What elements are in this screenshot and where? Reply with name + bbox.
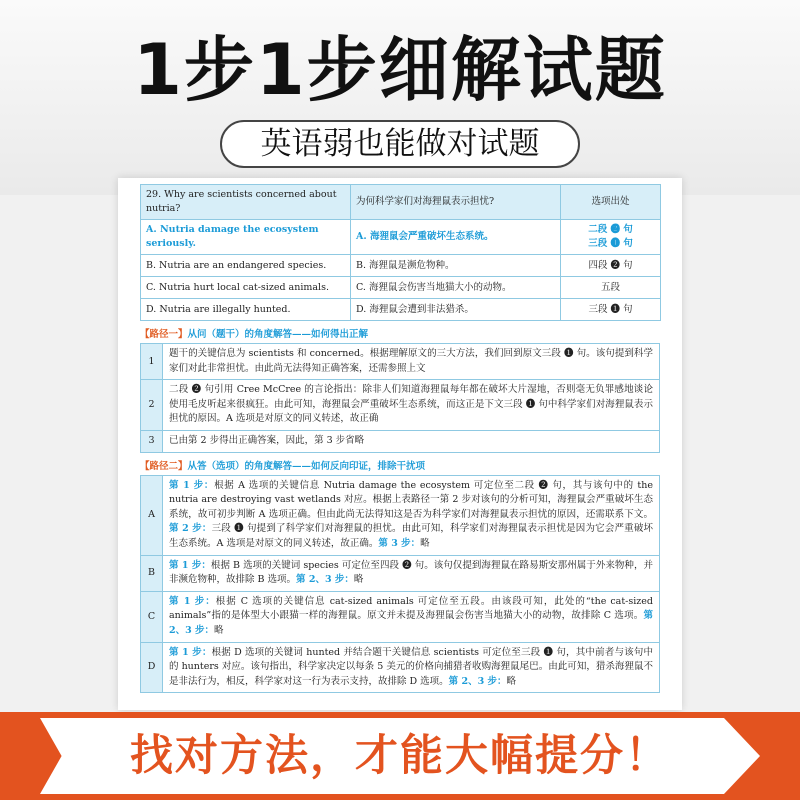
option-analysis	[163, 591, 660, 642]
option-label: C	[141, 591, 163, 642]
document-page	[118, 178, 682, 710]
option-analysis-row	[141, 642, 660, 693]
option-analysis	[163, 555, 660, 591]
option-source: 三段 ❶ 句	[561, 299, 661, 321]
option-source: 四段 ❷ 句	[561, 255, 661, 277]
step-marker: 第 1 步：	[169, 559, 211, 571]
step-marker: 第 3 步：	[378, 537, 421, 549]
step-marker: 第 2、3 步：	[169, 610, 653, 636]
route1-title	[140, 326, 660, 340]
option-source: 五段	[561, 277, 661, 299]
step-marker: 第 2 步：	[169, 523, 212, 535]
analysis-text: 根据 D 选项的关键词 hunted 并结合题干关键信息 scientists 可定位至三段 ❶ 句，其中前者与该句中的 hunters 对应。该句指出，科学家决定以每条 5 美元的价格向捕猎者收购海狸鼠尾巴。由此可知，猎杀海狸鼠不是非法行为，相反，科学家对这一行为表示支持，故排除 D 选项。	[169, 646, 653, 687]
option-source-line: 二段 ❷ 句	[588, 224, 633, 235]
analysis-text: 三段 ❶ 句提到了科学家们对海狸鼠的担忧。由此可知，科学家们对海狸鼠表示担忧是因为它会严重破坏生态系统。A 选项是对原文的同义转述，故正确。	[169, 523, 653, 549]
option-zh: A. 海狸鼠会严重破坏生态系统。	[351, 220, 561, 255]
analysis-text: 略	[214, 624, 224, 636]
analysis-text: 略	[506, 675, 517, 687]
option-analysis	[163, 642, 660, 693]
question-zh: 为何科学家们对海狸鼠表示担忧?	[351, 185, 561, 220]
option-label: B	[141, 555, 163, 591]
option-zh: B. 海狸鼠是濒危物种。	[351, 255, 561, 277]
route1-table	[140, 343, 660, 453]
analysis-text: 根据 B 选项的关键词 species 可定位至四段 ❷ 句。该句仅提到海狸鼠在路易斯安那州属于外来物种，并非濒危物种，故排除 B 选项。	[169, 559, 653, 586]
option-source-line: 三段 ❶ 句	[588, 238, 633, 249]
option-en: C. Nutria hurt local cat-sized animals.	[141, 277, 351, 299]
question-table	[140, 184, 661, 321]
banner-text: 找对方法，才能大幅提分！	[130, 731, 670, 781]
headline: 1步1步细解试题	[133, 29, 667, 111]
step-marker: 第 1 步：	[169, 479, 215, 491]
route2-title-text: 从答（选项）的角度解答——如何反向印证，排除干扰项	[187, 460, 426, 472]
option-en: D. Nutria are illegally hunted.	[141, 299, 351, 321]
analysis-text: 略	[420, 537, 430, 549]
option-row	[141, 277, 661, 299]
source-header: 选项出处	[561, 185, 661, 220]
option-analysis-row	[141, 555, 660, 591]
analysis-text: 略	[353, 574, 364, 586]
option-zh: D. 海狸鼠会遭到非法猎杀。	[351, 299, 561, 321]
option-analysis-row	[141, 475, 660, 555]
option-label: A	[141, 475, 163, 555]
option-zh: C. 海狸鼠会伤害当地猫大小的动物。	[351, 277, 561, 299]
option-analysis-row	[141, 591, 660, 642]
document-content	[140, 184, 660, 693]
step-row	[141, 380, 660, 431]
route1-bracket: 【路径一】	[140, 329, 188, 340]
step-label: 1	[141, 344, 163, 380]
option-label: D	[141, 642, 163, 693]
step-text: 题干的关键信息为 scientists 和 concerned。根据理解原文的三大方法，我们回到原文三段 ❶ 句。该句提到科学家们对此非常担忧。由此尚无法得知正确答案，还需参照上文	[163, 344, 660, 380]
option-row	[141, 220, 661, 255]
step-text: 二段 ❷ 句引用 Cree McCree 的言论指出：除非人们知道海狸鼠每年都在破坏大片湿地，否则毫无负罪感地谈论使用毛皮听起来很疯狂。由此可知，海狸鼠会严重破坏生态系统，而这正是下文三段 ❶ 句中科学家们对海狸鼠表示担忧的原因。A 选项是对原文的同义转述，故正确	[163, 380, 660, 431]
subheadline-pill: 英语弱也能做对试题	[220, 120, 580, 168]
step-marker: 第 2、3 步：	[448, 675, 507, 687]
option-row	[141, 255, 661, 277]
route1-title-text: 从问（题干）的角度解答——如何得出正解	[187, 329, 369, 340]
route2-title	[140, 458, 660, 472]
route2-table	[140, 475, 660, 694]
route2-bracket: 【路径二】	[140, 460, 188, 472]
option-en: A. Nutria damage the ecosystem seriously.	[141, 220, 351, 255]
step-marker: 第 2、3 步：	[296, 574, 354, 586]
question-en: 29. Why are scientists concerned about nutria?	[141, 185, 351, 220]
step-row	[141, 430, 660, 452]
analysis-text: 根据 C 选项的关键信息 cat-sized animals 可定位至五段。由该段可知，此处的“the cat-sized animals”指的是体型大小跟猫一样的海狸鼠。原文并未提及海狸鼠会伤害当地猫大小的动物，故排除 C 选项。	[169, 595, 653, 622]
option-en: B. Nutria are an endangered species.	[141, 255, 351, 277]
analysis-text: 根据 A 选项的关键信息 Nutria damage the ecosystem 可定位至二段 ❷ 句，其与该句中的 the nutria are destroying vast wetlands 对应。根据上表路径一第 2 步对该句的分析可知，海狸鼠会严重破坏生态系统，故可初步判断 A 选项正确。但由此尚无法得知这是否为科学家们对海狸鼠表示担忧的原因，还需联系下文。	[169, 479, 653, 520]
option-source	[561, 220, 661, 255]
step-text: 已由第 2 步得出正确答案，因此，第 3 步省略	[163, 430, 660, 452]
question-row	[141, 185, 661, 220]
step-label: 2	[141, 380, 163, 431]
step-label: 3	[141, 430, 163, 452]
step-row	[141, 344, 660, 380]
option-analysis	[163, 475, 660, 555]
option-row	[141, 299, 661, 321]
step-marker: 第 1 步：	[169, 595, 216, 607]
step-marker: 第 1 步：	[169, 646, 212, 658]
